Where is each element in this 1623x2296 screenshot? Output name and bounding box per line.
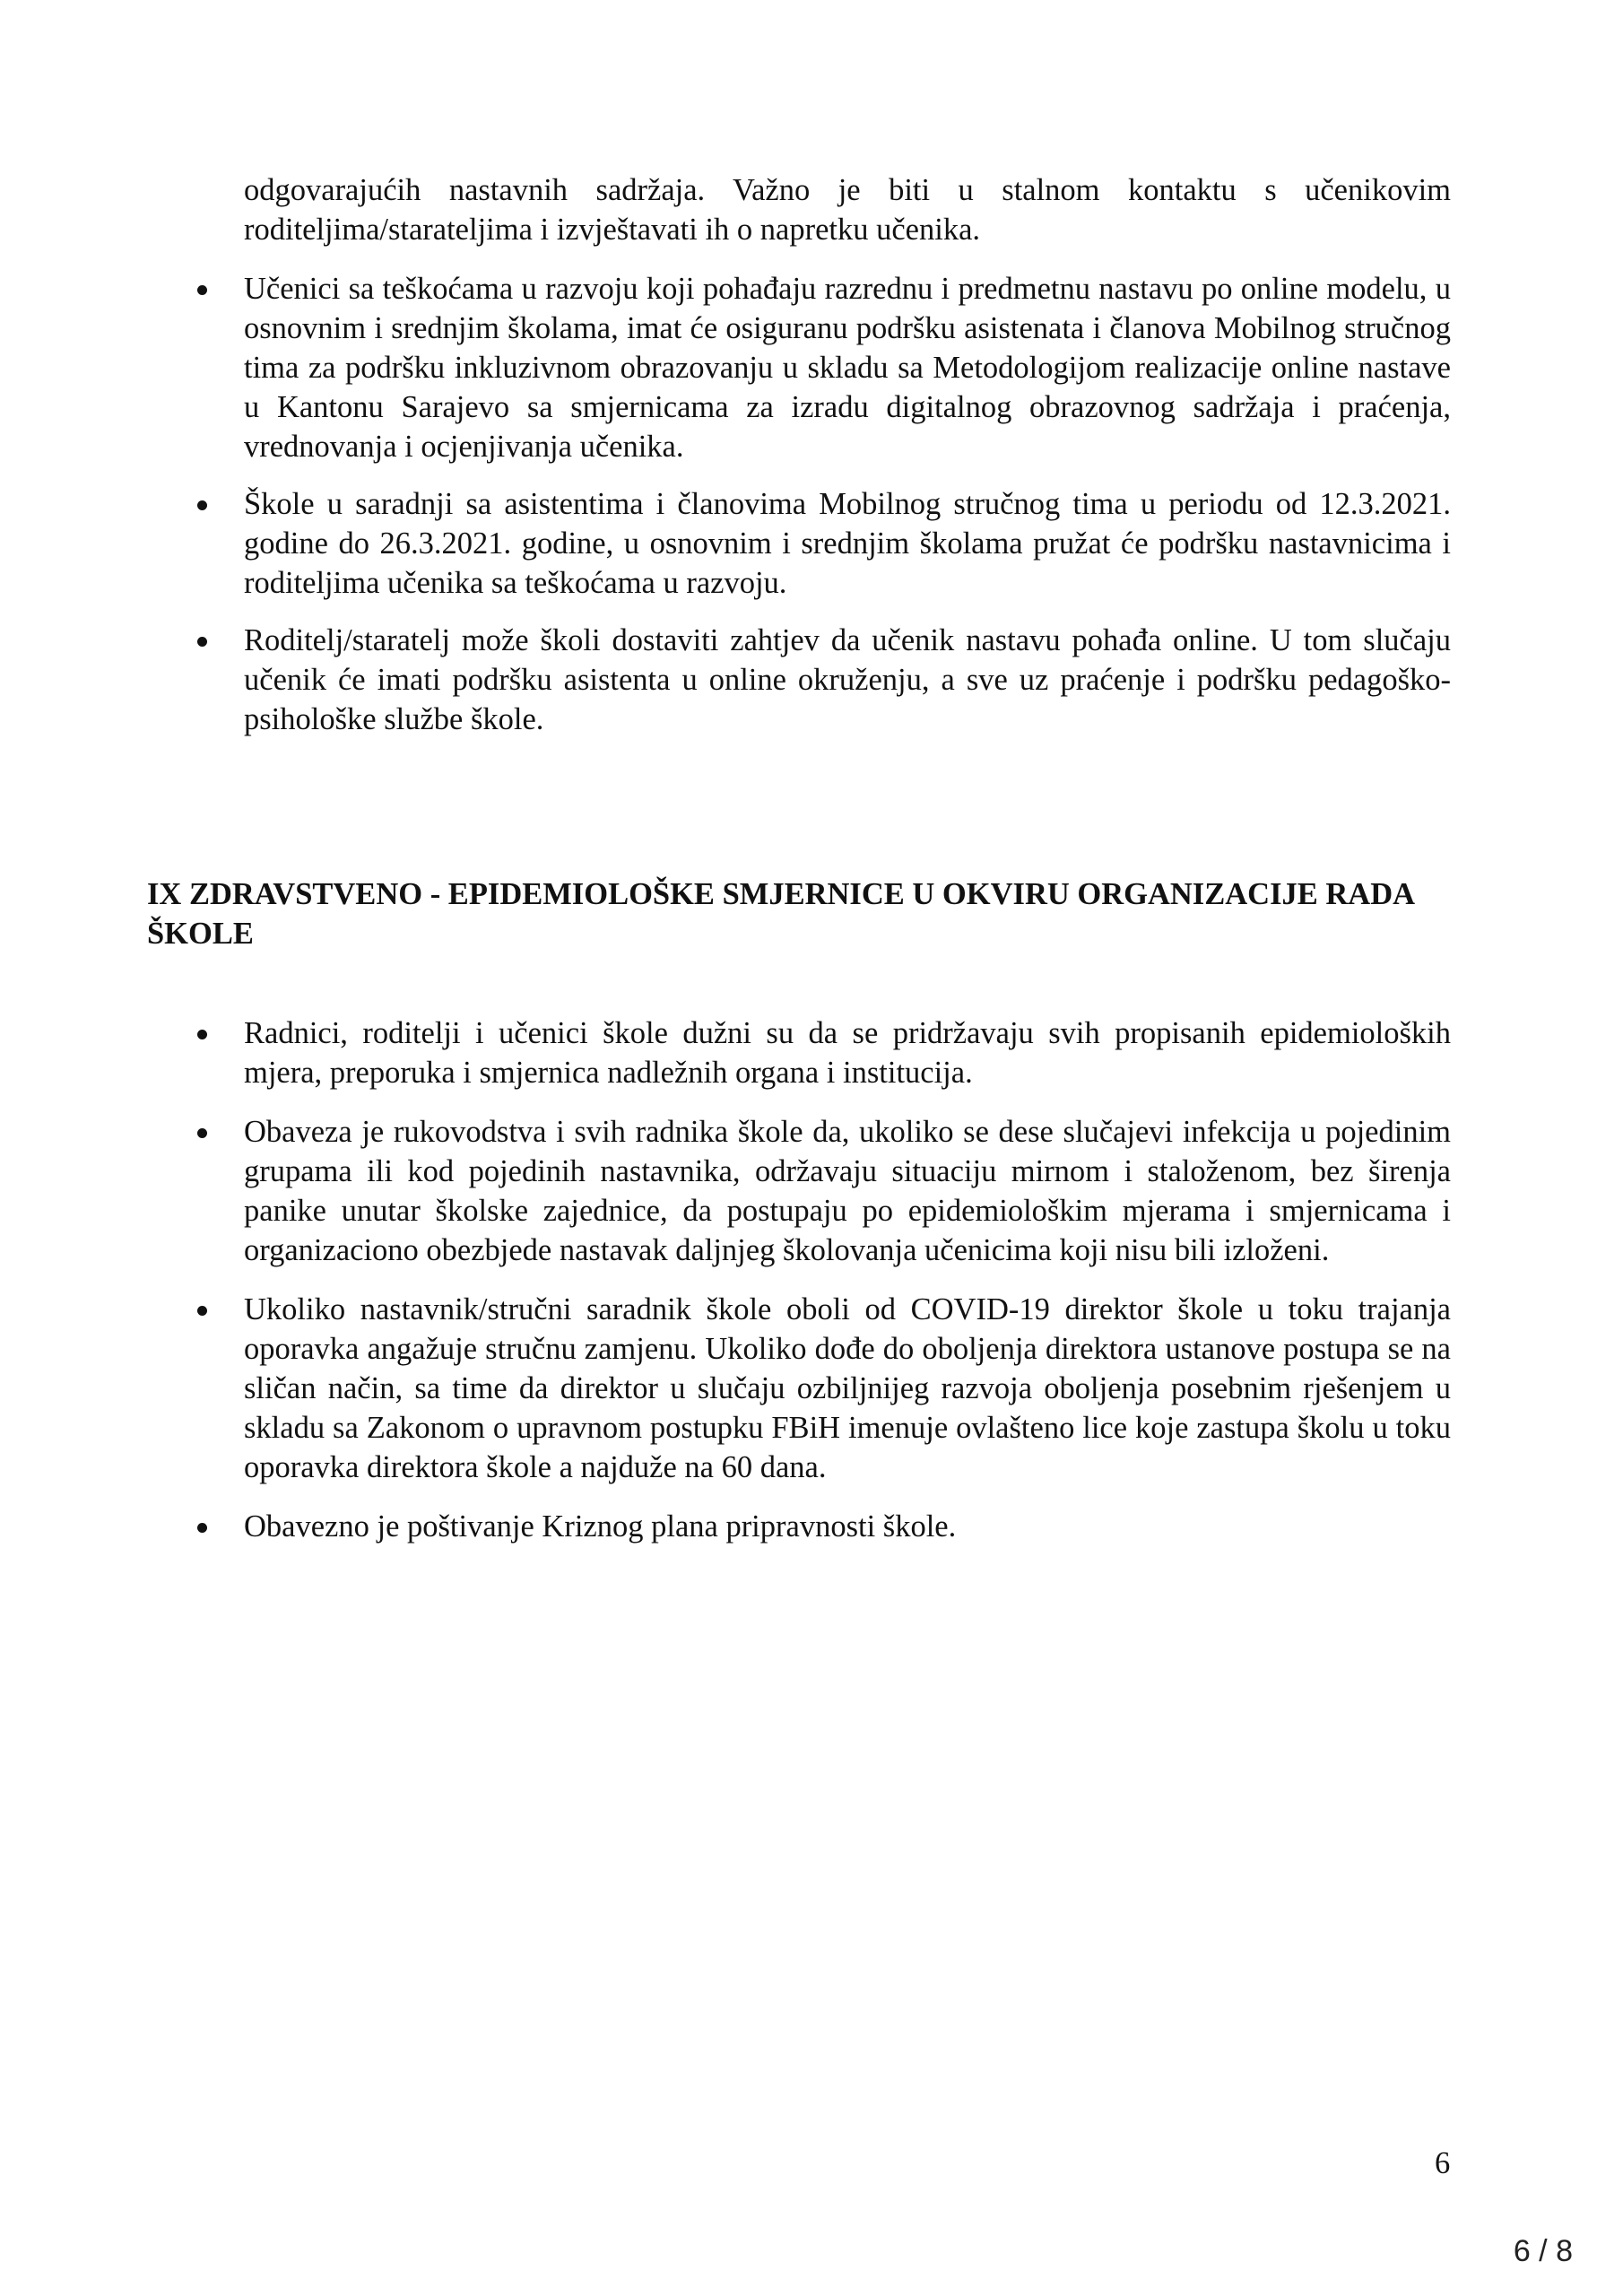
list-item xyxy=(179,1290,1451,1487)
list-item xyxy=(179,1507,1451,1546)
list-item xyxy=(179,1112,1451,1270)
bullet-icon xyxy=(197,1030,207,1039)
bullet-icon xyxy=(197,637,207,647)
list-item xyxy=(179,269,1451,466)
viewer-page-counter: 6 / 8 xyxy=(1513,2234,1573,2268)
list-item-text: Radnici, roditelji i učenici škole dužni su da se pridržavaju svih propisanih epidemioloških mjera, preporuka i smjernica nadležnih organa i institucija. xyxy=(244,1016,1451,1090)
list-item-text: Učenici sa teškoćama u razvoju koji pohađaju razrednu i predmetnu nastavu po online modelu, u osnovnim i srednjim školama, imat će osiguranu podršku asistenata i članova Mobilnog stručnog tima za podršku inkluzivnom obrazovanju u skladu sa Metodologijom realizacije online nastave u Kantonu Sarajevo sa smjernicama za izradu digitalnog obrazovnog sadržaja i praćenja, vrednovanja i ocjenjivanja učenika. xyxy=(244,272,1451,464)
page-number: 6 xyxy=(1435,2146,1451,2180)
list-item xyxy=(179,1013,1451,1092)
bullet-icon xyxy=(197,1306,207,1316)
support-bullet-list xyxy=(179,269,1451,757)
bullet-icon xyxy=(197,1523,207,1533)
list-item xyxy=(179,484,1451,603)
list-item-text: Obavezno je poštivanje Kriznog plana pripravnosti škole. xyxy=(244,1509,957,1544)
section-heading: IX ZDRAVSTVENO - EPIDEMIOLOŠKE SMJERNICE U OKVIRU ORGANIZACIJE RADA ŠKOLE xyxy=(147,877,1414,951)
epidemiology-bullet-list xyxy=(179,1013,1451,1566)
bullet-icon xyxy=(197,285,207,295)
list-item-text: Škole u saradnji sa asistentima i članovima Mobilnog stručnog tima u periodu od 12.3.2021. godine do 26.3.2021. godine, u osnovnim i srednjim školama pružat će podršku nastavnicima i roditeljima učenika sa teškoćama u razvoju. xyxy=(244,487,1451,600)
bullet-icon xyxy=(197,500,207,510)
list-item-text: Roditelj/staratelj može školi dostaviti zahtjev da učenik nastavu pohađa online. U tom slučaju učenik će imati podršku asistenta u online okruženju, a sve uz praćenje i podršku pedagoško-psihološke službe škole. xyxy=(244,623,1451,736)
list-item-text: Ukoliko nastavnik/stručni saradnik škole oboli od COVID-19 direktor škole u toku trajanja oporavka angažuje stručnu zamjenu. Ukoliko dođe do oboljenja direktora ustanove postupa se na sličan način, sa time da direktor u slučaju ozbiljnijeg razvoja oboljenja posebnim rješenjem u skladu sa Zakonom o upravnom postupku FBiH imenuje ovlašteno lice koje zastupa školu u toku oporavka direktora škole a najduže na 60 dana. xyxy=(244,1292,1451,1484)
list-item xyxy=(179,621,1451,739)
list-item-text: Obaveza je rukovodstva i svih radnika škole da, ukoliko se dese slučajevi infekcija u pojedinim grupama ili kod pojedinih nastavnika, održavaju situaciju mirnom i staloženom, bez širenja panike unutar školske zajednice, da postupaju po epidemiološkim mjerama i smjernicama i organizaciono obezbjede nastavak daljnjeg školovanja učenicima koji nisu bili izloženi. xyxy=(244,1115,1451,1267)
bullet-icon xyxy=(197,1128,207,1138)
intro-paragraph: odgovarajućih nastavnih sadržaja. Važno je biti u stalnom kontaktu s učenikovim roditeljima/starateljima i izvještavati ih o napretku učenika. xyxy=(244,173,1451,247)
